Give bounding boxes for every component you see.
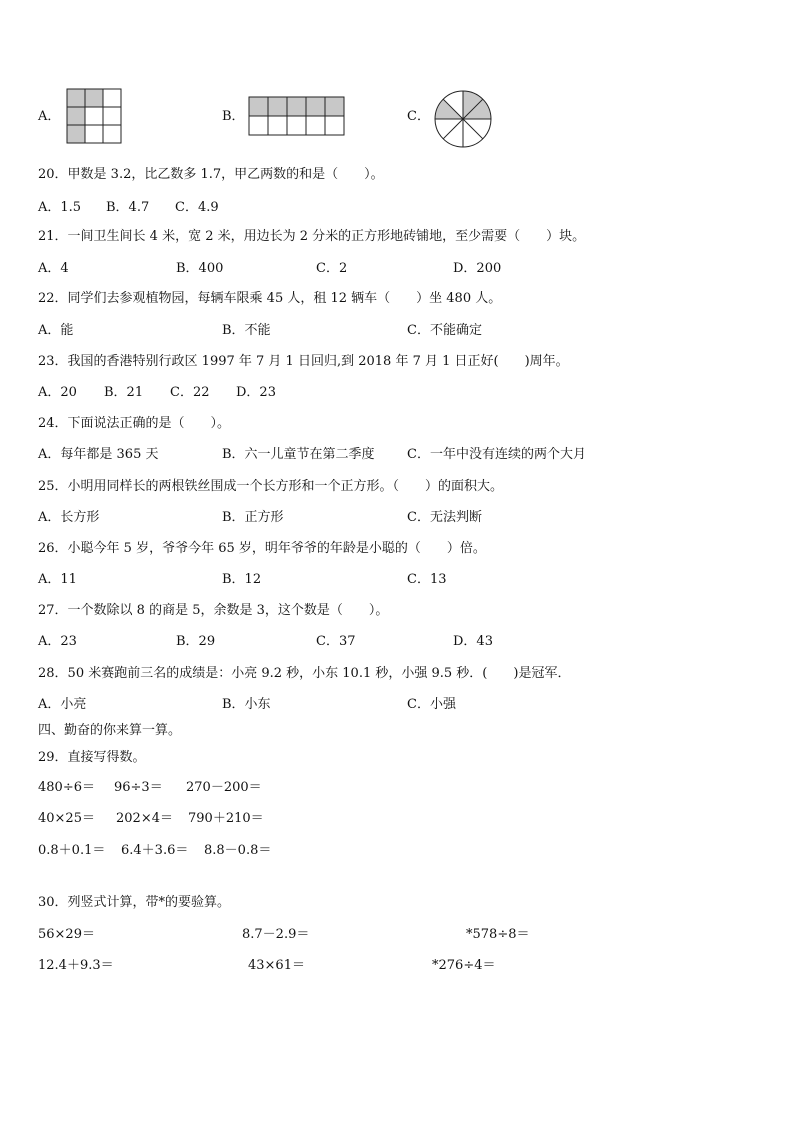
q27-option-a: A．23 (38, 634, 77, 649)
option-a-label: A． (38, 109, 61, 124)
question-25: 25．小明用同样长的两根铁丝围成一个长方形和一个正方形。（ ）的面积大。 (38, 479, 504, 494)
q24-option-a: A．每年都是 365 天 (38, 447, 159, 462)
q23-option-b: B．21 (104, 385, 144, 400)
q28-option-a: A．小亮 (38, 697, 87, 712)
q23-option-c: C．22 (170, 385, 210, 400)
q29-item: 0.8＋0.1＝ (38, 843, 106, 858)
q21-option-c: C．2 (316, 261, 348, 276)
q29-item: 790＋210＝ (188, 811, 264, 826)
q30-item: *578÷8＝ (466, 927, 530, 942)
q29-item: 202×4＝ (116, 811, 173, 826)
q29-item: 270－200＝ (186, 780, 262, 795)
q20-option-c: C．4.9 (175, 200, 219, 215)
option-b-label: B． (222, 109, 245, 124)
q29-item: 40×25＝ (38, 811, 95, 826)
q21-option-a: A．4 (38, 261, 69, 276)
q30-item: 56×29＝ (38, 927, 95, 942)
q28-option-b: B．小东 (222, 697, 271, 712)
q25-option-b: B．正方形 (222, 510, 284, 525)
question-23: 23．我国的香港特别行政区 1997 年 7 月 1 日回归,到 2018 年 7 月 1 日正好( )周年。 (38, 354, 569, 369)
q25-option-a: A．长方形 (38, 510, 100, 525)
question-28: 28．50 米赛跑前三名的成绩是：小亮 9.2 秒，小东 10.1 秒，小强 9.5 秒．( )是冠军． (38, 666, 571, 681)
q30-item: *276÷4＝ (432, 958, 496, 973)
q30-item: 12.4＋9.3＝ (38, 958, 114, 973)
question-29: 29．直接写得数。 (38, 750, 146, 765)
q21-option-d: D．200 (453, 261, 502, 276)
q23-option-d: D．23 (236, 385, 276, 400)
option-c-label: C． (407, 109, 430, 124)
q26-option-c: C．13 (407, 572, 447, 587)
q27-option-c: C．37 (316, 634, 356, 649)
q27-option-b: B．29 (176, 634, 216, 649)
question-21: 21．一间卫生间长 4 米，宽 2 米，用边长为 2 分米的正方形地砖铺地，至少需要（ ）块。 (38, 229, 586, 244)
section-4-heading: 四、勤奋的你来算一算。 (38, 723, 182, 738)
q27-option-d: D．43 (453, 634, 493, 649)
q28-option-c: C．小强 (407, 697, 456, 712)
q30-item: 8.7－2.9＝ (242, 927, 310, 942)
question-30: 30．列竖式计算，带*的要验算。 (38, 895, 231, 910)
q24-option-c: C．一年中没有连续的两个大月 (407, 447, 586, 462)
q24-option-b: B．六一儿童节在第二季度 (222, 447, 375, 462)
strip-figure-b (248, 96, 346, 138)
q22-option-b: B．不能 (222, 323, 271, 338)
q26-option-b: B．12 (222, 572, 262, 587)
q29-item: 6.4＋3.6＝ (121, 843, 189, 858)
question-26: 26．小聪今年 5 岁，爷爷今年 65 岁，明年爷爷的年龄是小聪的（ ）倍。 (38, 541, 486, 556)
q20-option-a: A．1.5 (38, 200, 82, 215)
circle-figure-c (433, 89, 493, 149)
q29-item: 8.8－0.8＝ (204, 843, 272, 858)
q22-option-a: A．能 (38, 323, 74, 338)
question-22: 22．同学们去参观植物园，每辆车限乘 45 人，租 12 辆车（ ）坐 480 人。 (38, 291, 502, 306)
question-27: 27．一个数除以 8 的商是 5，余数是 3，这个数是（ ）。 (38, 603, 389, 618)
q20-option-b: B．4.7 (106, 200, 150, 215)
q25-option-c: C．无法判断 (407, 510, 482, 525)
question-24: 24．下面说法正确的是（ ）。 (38, 416, 231, 431)
q22-option-c: C．不能确定 (407, 323, 482, 338)
q29-item: 96÷3＝ (114, 780, 163, 795)
q21-option-b: B．400 (176, 261, 224, 276)
q29-item: 480÷6＝ (38, 780, 95, 795)
grid-figure-a (66, 88, 124, 146)
question-20: 20．甲数是 3.2，比乙数多 1.7，甲乙两数的和是（ ）。 (38, 167, 384, 182)
q30-item: 43×61＝ (248, 958, 305, 973)
q26-option-a: A．11 (38, 572, 77, 587)
q23-option-a: A．20 (38, 385, 77, 400)
